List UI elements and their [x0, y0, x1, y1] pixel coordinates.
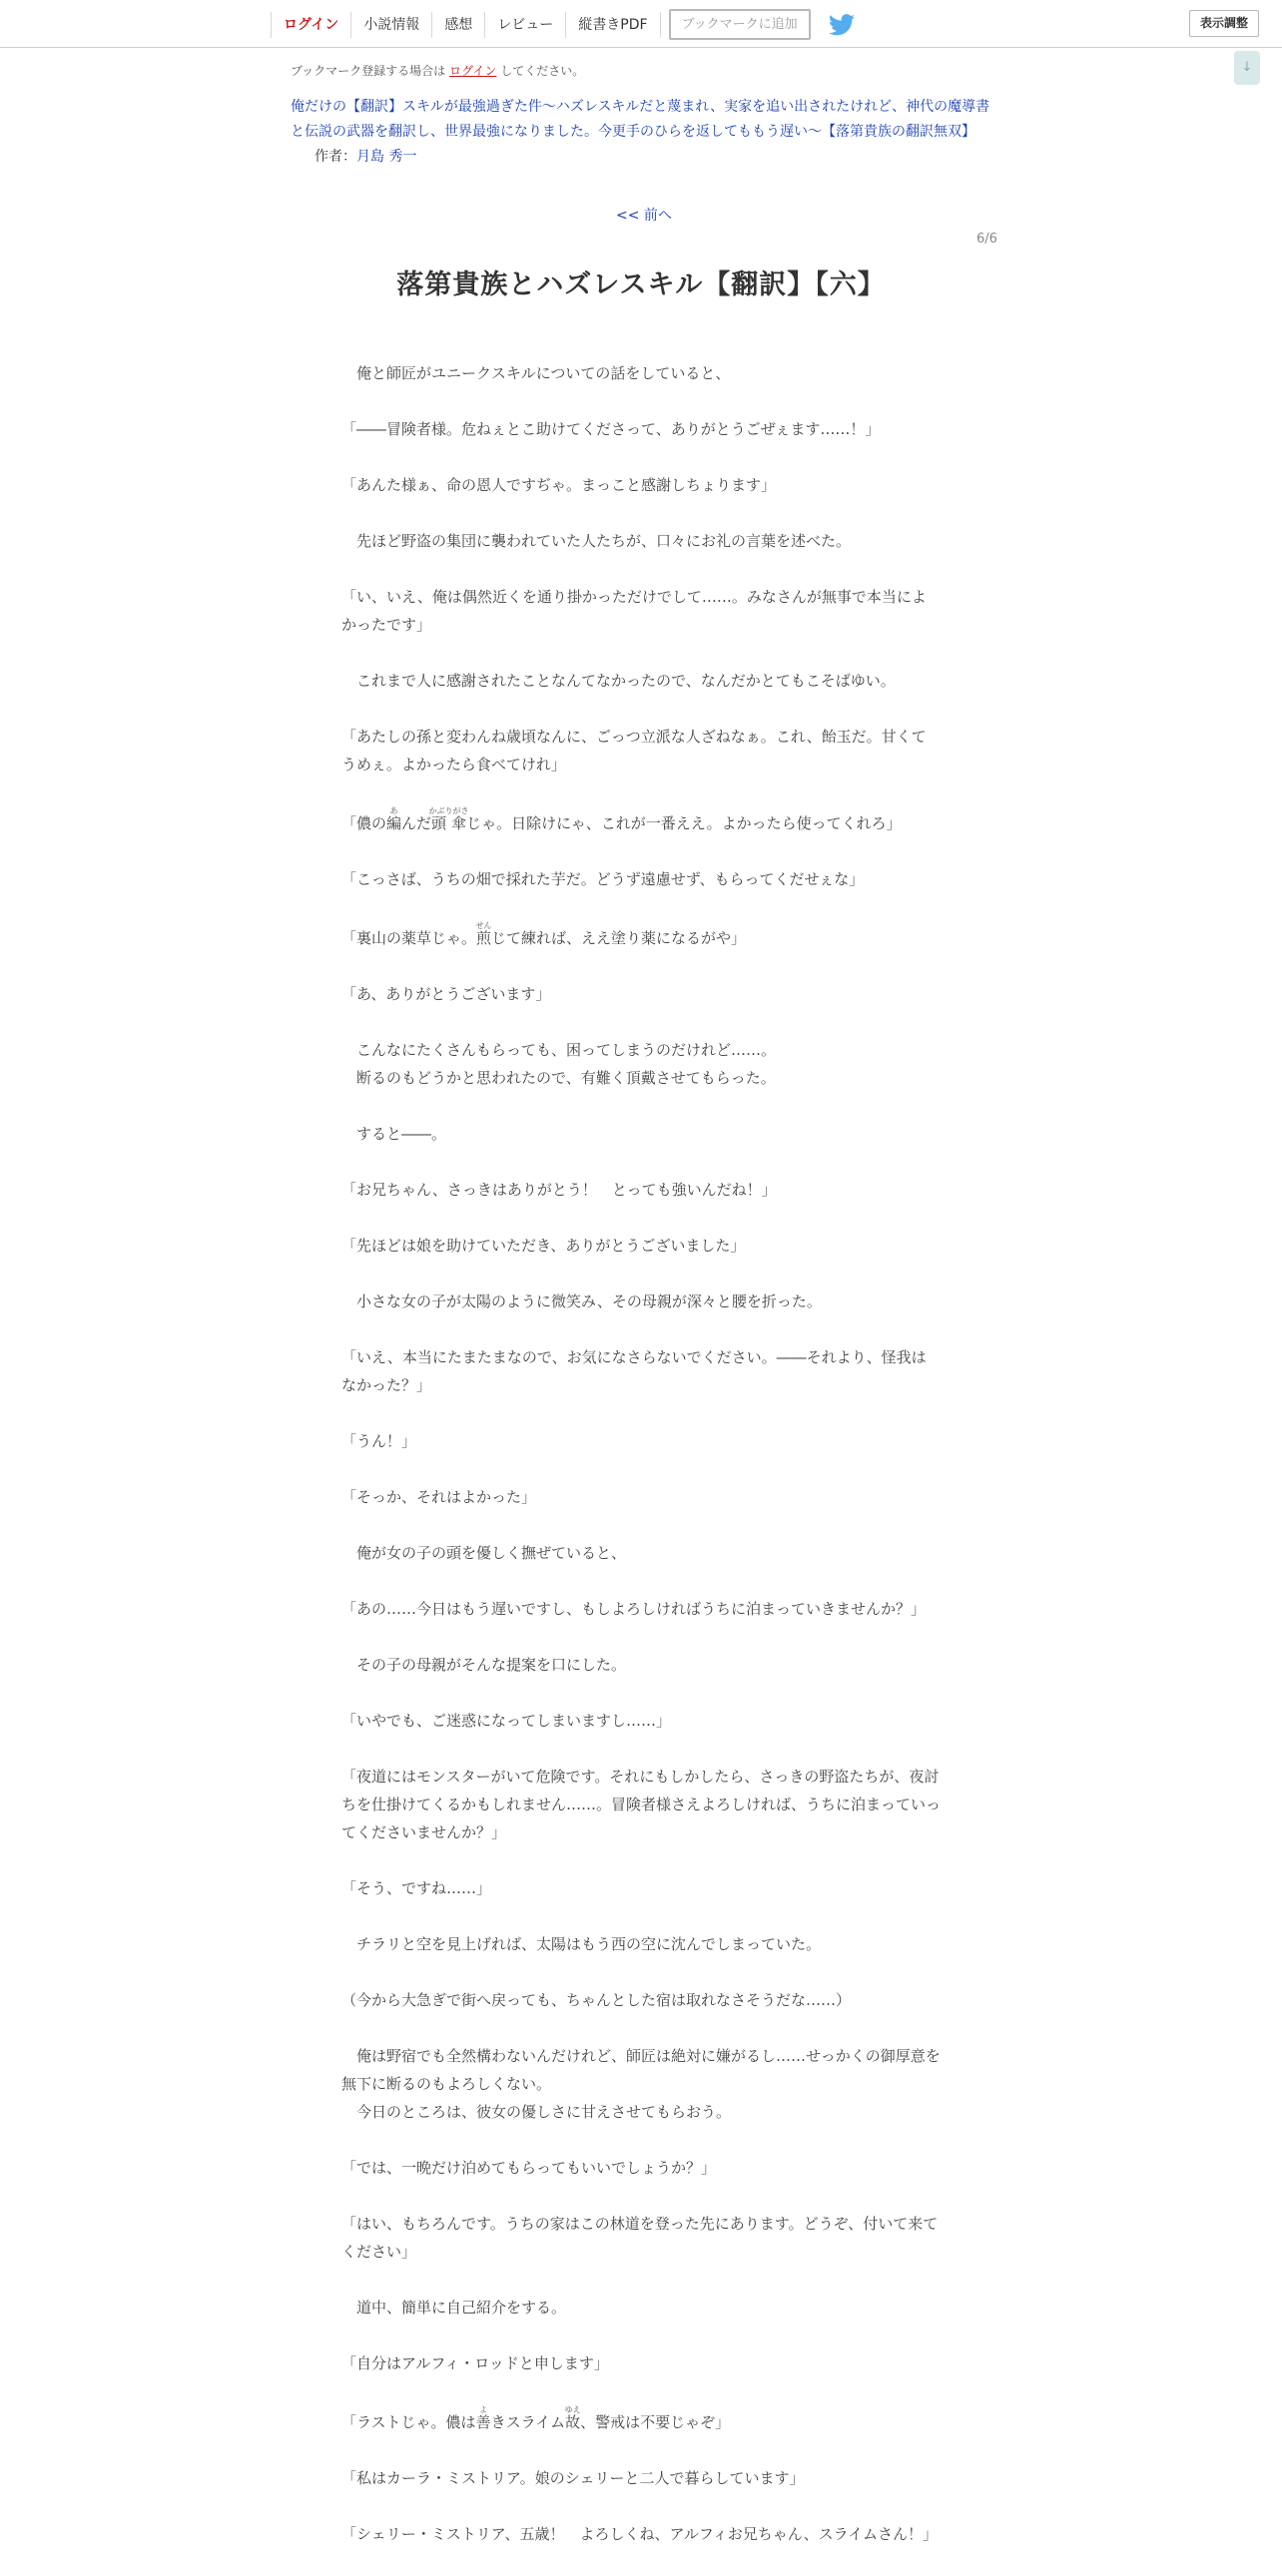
nav-novel-info[interactable]: 小説情報 [350, 12, 431, 38]
body-paragraph: 「では、一晩だけ泊めてもらってもいいでしょうか？」 [341, 2159, 717, 2177]
ruby-annotation: 故ゆえ [564, 2405, 581, 2431]
body-paragraph: 「夜道にはモンスターがいて危険です。それにもしかしたら、さっきの野盗たちが、夜討ちを仕掛けてくるかもしれません……。冒険者様さえよろしければ、うちに泊まっていってくださいませんか？」 [341, 1768, 942, 1841]
body-paragraph: 俺と師匠がユニークスキルについての話をしていると、 [341, 364, 731, 382]
body-paragraph: 「――冒険者様。危ねぇとこ助けてくださって、ありがとうごぜぇます……！」 [341, 420, 881, 438]
body-paragraph: 「ラストじゃ。儂は善よきスライム故ゆえ、警戒は不要じゃぞ」 [341, 2405, 731, 2431]
site-header [0, 0, 1282, 48]
body-paragraph: 「儂の編あんだ頭傘かぶりがさじゃ。日除けにゃ、これが一番ええ。よかったら使ってくれろ」 [341, 806, 902, 832]
author-label: 作者： [315, 149, 356, 165]
body-paragraph: 「裏山の薬草じゃ。煎せんじて練れば、ええ塗り薬になるがや」 [341, 921, 747, 947]
body-paragraph: 「先ほどは娘を助けていただき、ありがとうございました」 [341, 1237, 746, 1255]
page-number: 6/6 [976, 232, 997, 247]
body-paragraph: 「はい、もちろんです。うちの家はこの林道を登った先にあります。どうぞ、付いて来てください」 [341, 2215, 939, 2261]
main-nav [271, 8, 855, 41]
ruby-annotation: 善よ [475, 2405, 491, 2431]
body-paragraph: チラリと空を見上げれば、太陽はもう西の空に沈んでしまっていた。 [341, 1935, 822, 1953]
novel-header [291, 95, 994, 170]
body-paragraph: 「シェリー・ミストリア、五歳！ よろしくね、アルフィお兄ちゃん、スライムさん！」 [341, 2525, 939, 2543]
nav-review[interactable]: レビュー [484, 12, 565, 38]
body-paragraph: （今から大急ぎで街へ戻っても、ちゃんとした宿は取れなさそうだな……） [341, 1991, 852, 2009]
body-paragraph: 「いやでも、ご迷惑になってしまいますし……」 [341, 1712, 672, 1730]
login-note-before: ブックマーク登録する場合は [291, 64, 446, 78]
body-paragraph: すると――。 [341, 1125, 447, 1143]
nav-login[interactable]: ログイン [271, 12, 350, 38]
author-link[interactable]: 月島 秀一 [356, 149, 417, 165]
login-note [291, 62, 584, 79]
add-bookmark-button[interactable]: ブックマークに追加 [669, 9, 811, 40]
body-paragraph: 「あたしの孫と変わんね歳頃なんに、ごっつ立派な人ざねなぁ。これ、飴玉だ。甘くてうめぇ。よかったら食べてけれ」 [341, 728, 927, 773]
body-paragraph: 俺は野宿でも全然構わないんだけれど、師匠は絶対に嫌がるし……せっかくの御厚意を無下に断るのもよろしくない。 今日のところは、彼女の優しさに甘えさせてもらおう。 [341, 2047, 941, 2121]
body-paragraph: 「そう、ですね……」 [341, 1879, 492, 1897]
body-paragraph: 道中、簡単に自己紹介をする。 [341, 2299, 567, 2317]
body-paragraph: 「あ、ありがとうございます」 [341, 985, 551, 1003]
body-paragraph: 「お兄ちゃん、さっきはありがとう！ とっても強いんだね！」 [341, 1181, 777, 1199]
body-paragraph: 「そっか、それはよかった」 [341, 1488, 537, 1506]
body-paragraph: 「こっさば、うちの畑で採れた芋だ。どうず遠慮せず、もらってくだせぇな」 [341, 870, 865, 888]
body-paragraph: 先ほど野盗の集団に襲われていた人たちが、口々にお礼の言葉を述べた。 [341, 532, 852, 550]
nav-impressions[interactable]: 感想 [431, 12, 484, 38]
body-paragraph: その子の母親がそんな提案を口にした。 [341, 1656, 627, 1674]
login-note-after: してください。 [500, 64, 585, 78]
body-paragraph: こんなにたくさんもらっても、困ってしまうのだけれど……。 断るのもどうかと思われたので、有難く頂戴させてもらった。 [356, 1041, 777, 1087]
prev-page-link[interactable]: << 前へ [616, 208, 672, 224]
scroll-down-button[interactable]: ↓ [1234, 51, 1260, 85]
body-paragraph: 「あの……今日はもう遅いですし、もしよろしければうちに泊まっていきませんか？」 [341, 1600, 927, 1618]
chapter-body [341, 359, 941, 2576]
body-paragraph: 「いえ、本当にたまたまなので、お気になさらないでください。――それより、怪我はなかった？」 [341, 1348, 927, 1394]
body-paragraph: 小さな女の子が太陽のように微笑み、その母親が深々と腰を折った。 [341, 1292, 822, 1310]
novel-title-link[interactable]: 俺だけの【翻訳】スキルが最強過ぎた件～ハズレスキルだと蔑まれ、実家を追い出されたけれど、神代の魔導書と伝説の武器を翻訳し、世界最強になりました。今更手のひらを返してももう遅い～【落第貴族の翻訳無双】 [291, 99, 990, 140]
login-note-link[interactable]: ログイン [449, 64, 497, 78]
display-settings-button[interactable]: 表示調整 [1189, 10, 1259, 37]
twitter-bird-icon[interactable] [829, 14, 855, 36]
chapter-title: 落第貴族とハズレスキル【翻訳】【六】 [396, 269, 886, 300]
body-paragraph: 「私はカーラ・ミストリア。娘のシェリーと二人で暮らしています」 [341, 2469, 805, 2487]
body-paragraph: 「自分はアルフィ・ロッドと申します」 [341, 2354, 609, 2372]
body-paragraph: 俺が女の子の頭を優しく撫ぜていると、 [341, 1544, 627, 1562]
nav-vertical-pdf[interactable]: 縦書きPDF [565, 12, 660, 38]
body-paragraph: 「い、いえ、俺は偶然近くを通り掛かっただけでして……。みなさんが無事で本当によかったです」 [341, 588, 927, 634]
ruby-annotation: 頭傘かぶりがさ [428, 806, 469, 832]
body-paragraph: 「うん！」 [341, 1432, 417, 1450]
body-paragraph: 「あんた様ぁ、命の恩人ですぢゃ。まっこと感謝しちょります」 [341, 476, 777, 494]
ruby-annotation: 煎せん [475, 921, 492, 947]
body-paragraph: これまで人に感謝されたことなんてなかったので、なんだかとてもこそばゆい。 [341, 672, 896, 690]
ruby-annotation: 編あ [386, 806, 402, 832]
